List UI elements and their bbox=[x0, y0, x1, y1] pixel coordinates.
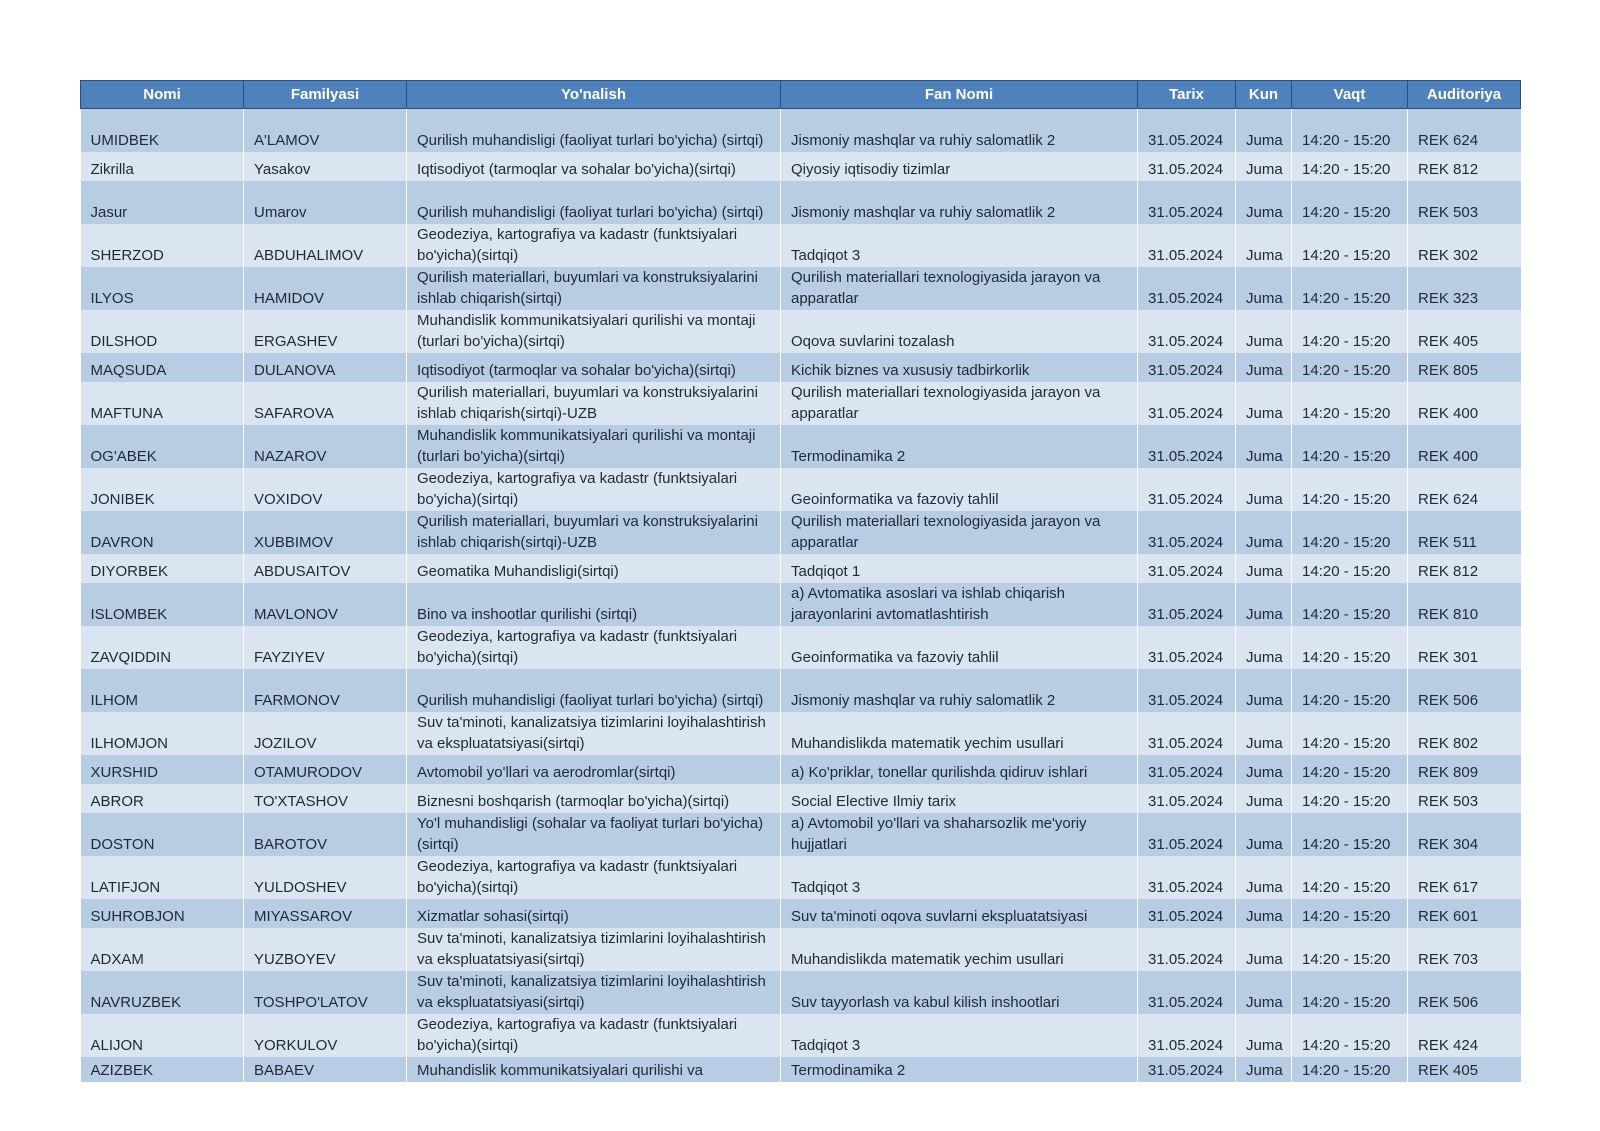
cell-vaqt: 14:20 - 15:20 bbox=[1292, 669, 1408, 712]
cell-familyasi: XUBBIMOV bbox=[244, 511, 407, 554]
cell-tarix: 31.05.2024 bbox=[1138, 813, 1236, 856]
cell-fan-nomi: Tadqiqot 3 bbox=[781, 856, 1138, 899]
cell-tarix: 31.05.2024 bbox=[1138, 425, 1236, 468]
cell-nomi: ISLOMBEK bbox=[81, 583, 244, 626]
cell-familyasi: MAVLONOV bbox=[244, 583, 407, 626]
cell-fan-nomi: Termodinamika 2 bbox=[781, 1057, 1138, 1082]
cell-auditoriya: REK 323 bbox=[1408, 267, 1521, 310]
cell-nomi: MAQSUDA bbox=[81, 353, 244, 382]
cell-nomi: ILHOM bbox=[81, 669, 244, 712]
cell-fan-nomi: Muhandislikda matematik yechim usullari bbox=[781, 928, 1138, 971]
table-row bbox=[81, 152, 1521, 181]
cell-familyasi: FARMONOV bbox=[244, 669, 407, 712]
cell-tarix: 31.05.2024 bbox=[1138, 669, 1236, 712]
cell-kun: Juma bbox=[1236, 224, 1292, 267]
cell-fan-nomi: Tadqiqot 1 bbox=[781, 554, 1138, 583]
cell-fan-nomi: a) Ko'priklar, tonellar qurilishda qidiruv ishlari bbox=[781, 755, 1138, 784]
cell-fan-nomi: Qurilish materiallari texnologiyasida jarayon va apparatlar bbox=[781, 382, 1138, 425]
cell-kun: Juma bbox=[1236, 181, 1292, 224]
cell-kun: Juma bbox=[1236, 813, 1292, 856]
cell-vaqt: 14:20 - 15:20 bbox=[1292, 468, 1408, 511]
cell-yonalish: Geodeziya, kartografiya va kadastr (funktsiyalari bo'yicha)(sirtqi) bbox=[407, 626, 781, 669]
cell-nomi: DAVRON bbox=[81, 511, 244, 554]
cell-nomi: AZIZBEK bbox=[81, 1057, 244, 1082]
cell-tarix: 31.05.2024 bbox=[1138, 267, 1236, 310]
cell-nomi: DOSTON bbox=[81, 813, 244, 856]
cell-kun: Juma bbox=[1236, 109, 1292, 153]
table-row bbox=[81, 712, 1521, 755]
cell-familyasi: VOXIDOV bbox=[244, 468, 407, 511]
cell-nomi: ALIJON bbox=[81, 1014, 244, 1057]
cell-tarix: 31.05.2024 bbox=[1138, 382, 1236, 425]
cell-nomi: ILYOS bbox=[81, 267, 244, 310]
cell-familyasi: YUZBOYEV bbox=[244, 928, 407, 971]
cell-fan-nomi: Jismoniy mashqlar va ruhiy salomatlik 2 bbox=[781, 109, 1138, 153]
cell-auditoriya: REK 506 bbox=[1408, 971, 1521, 1014]
cell-vaqt: 14:20 - 15:20 bbox=[1292, 267, 1408, 310]
cell-yonalish: Qurilish materiallari, buyumlari va konstruksiyalarini ishlab chiqarish(sirtqi)-UZB bbox=[407, 382, 781, 425]
cell-kun: Juma bbox=[1236, 755, 1292, 784]
cell-vaqt: 14:20 - 15:20 bbox=[1292, 353, 1408, 382]
cell-nomi: UMIDBEK bbox=[81, 109, 244, 153]
cell-familyasi: ERGASHEV bbox=[244, 310, 407, 353]
cell-kun: Juma bbox=[1236, 583, 1292, 626]
cell-fan-nomi: a) Avtomatika asoslari va ishlab chiqarish jarayonlarini avtomatlashtirish bbox=[781, 583, 1138, 626]
cell-nomi: ILHOMJON bbox=[81, 712, 244, 755]
cell-tarix: 31.05.2024 bbox=[1138, 468, 1236, 511]
cell-kun: Juma bbox=[1236, 310, 1292, 353]
cell-vaqt: 14:20 - 15:20 bbox=[1292, 899, 1408, 928]
cell-kun: Juma bbox=[1236, 1057, 1292, 1082]
cell-fan-nomi: Jismoniy mashqlar va ruhiy salomatlik 2 bbox=[781, 181, 1138, 224]
cell-auditoriya: REK 400 bbox=[1408, 425, 1521, 468]
table-row bbox=[81, 181, 1521, 224]
table-row bbox=[81, 755, 1521, 784]
cell-auditoriya: REK 703 bbox=[1408, 928, 1521, 971]
cell-nomi: ADXAM bbox=[81, 928, 244, 971]
cell-yonalish: Suv ta'minoti, kanalizatsiya tizimlarini loyihalashtirish va ekspluatatsiyasi(sirtqi) bbox=[407, 712, 781, 755]
table-row bbox=[81, 971, 1521, 1014]
cell-nomi: LATIFJON bbox=[81, 856, 244, 899]
cell-vaqt: 14:20 - 15:20 bbox=[1292, 712, 1408, 755]
cell-familyasi: ABDUSAITOV bbox=[244, 554, 407, 583]
cell-yonalish: Iqtisodiyot (tarmoqlar va sohalar bo'yicha)(sirtqi) bbox=[407, 353, 781, 382]
header-yonalish: Yo'nalish bbox=[407, 81, 781, 109]
cell-tarix: 31.05.2024 bbox=[1138, 181, 1236, 224]
cell-tarix: 31.05.2024 bbox=[1138, 109, 1236, 153]
cell-auditoriya: REK 812 bbox=[1408, 152, 1521, 181]
table-row bbox=[81, 813, 1521, 856]
cell-auditoriya: REK 624 bbox=[1408, 109, 1521, 153]
cell-auditoriya: REK 503 bbox=[1408, 784, 1521, 813]
cell-vaqt: 14:20 - 15:20 bbox=[1292, 382, 1408, 425]
cell-nomi: Jasur bbox=[81, 181, 244, 224]
cell-auditoriya: REK 424 bbox=[1408, 1014, 1521, 1057]
cell-vaqt: 14:20 - 15:20 bbox=[1292, 1057, 1408, 1082]
cell-familyasi: BAROTOV bbox=[244, 813, 407, 856]
cell-nomi: XURSHID bbox=[81, 755, 244, 784]
cell-tarix: 31.05.2024 bbox=[1138, 1057, 1236, 1082]
cell-yonalish: Geomatika Muhandisligi(sirtqi) bbox=[407, 554, 781, 583]
cell-nomi: NAVRUZBEK bbox=[81, 971, 244, 1014]
cell-nomi: DILSHOD bbox=[81, 310, 244, 353]
cell-kun: Juma bbox=[1236, 267, 1292, 310]
cell-familyasi: YORKULOV bbox=[244, 1014, 407, 1057]
cell-vaqt: 14:20 - 15:20 bbox=[1292, 583, 1408, 626]
table-row bbox=[81, 425, 1521, 468]
cell-tarix: 31.05.2024 bbox=[1138, 899, 1236, 928]
cell-familyasi: OTAMURODOV bbox=[244, 755, 407, 784]
cell-vaqt: 14:20 - 15:20 bbox=[1292, 755, 1408, 784]
cell-familyasi: A'LAMOV bbox=[244, 109, 407, 153]
cell-yonalish: Suv ta'minoti, kanalizatsiya tizimlarini loyihalashtirish va ekspluatatsiyasi(sirtqi) bbox=[407, 928, 781, 971]
cell-nomi: ABROR bbox=[81, 784, 244, 813]
cell-fan-nomi: Termodinamika 2 bbox=[781, 425, 1138, 468]
cell-auditoriya: REK 506 bbox=[1408, 669, 1521, 712]
cell-vaqt: 14:20 - 15:20 bbox=[1292, 856, 1408, 899]
cell-kun: Juma bbox=[1236, 899, 1292, 928]
cell-fan-nomi: Qurilish materiallari texnologiyasida jarayon va apparatlar bbox=[781, 511, 1138, 554]
cell-yonalish: Iqtisodiyot (tarmoqlar va sohalar bo'yicha)(sirtqi) bbox=[407, 152, 781, 181]
cell-auditoriya: REK 405 bbox=[1408, 310, 1521, 353]
table-row bbox=[81, 353, 1521, 382]
cell-yonalish: Qurilish materiallari, buyumlari va konstruksiyalarini ishlab chiqarish(sirtqi)-UZB bbox=[407, 511, 781, 554]
cell-familyasi: TO'XTASHOV bbox=[244, 784, 407, 813]
cell-familyasi: HAMIDOV bbox=[244, 267, 407, 310]
cell-vaqt: 14:20 - 15:20 bbox=[1292, 928, 1408, 971]
cell-tarix: 31.05.2024 bbox=[1138, 224, 1236, 267]
cell-fan-nomi: a) Avtomobil yo'llari va shaharsozlik me'yoriy hujjatlari bbox=[781, 813, 1138, 856]
cell-auditoriya: REK 624 bbox=[1408, 468, 1521, 511]
cell-familyasi: ABDUHALIMOV bbox=[244, 224, 407, 267]
cell-fan-nomi: Muhandislikda matematik yechim usullari bbox=[781, 712, 1138, 755]
cell-yonalish: Bino va inshootlar qurilishi (sirtqi) bbox=[407, 583, 781, 626]
cell-yonalish: Muhandislik kommunikatsiyalari qurilishi va bbox=[407, 1057, 781, 1082]
cell-auditoriya: REK 805 bbox=[1408, 353, 1521, 382]
header-kun: Kun bbox=[1236, 81, 1292, 109]
cell-fan-nomi: Jismoniy mashqlar va ruhiy salomatlik 2 bbox=[781, 669, 1138, 712]
cell-yonalish: Qurilish muhandisligi (faoliyat turlari bo'yicha) (sirtqi) bbox=[407, 669, 781, 712]
cell-tarix: 31.05.2024 bbox=[1138, 152, 1236, 181]
schedule-table bbox=[80, 80, 1521, 1082]
cell-yonalish: Yo'l muhandisligi (sohalar va faoliyat turlari bo'yicha)(sirtqi) bbox=[407, 813, 781, 856]
cell-familyasi: Yasakov bbox=[244, 152, 407, 181]
cell-auditoriya: REK 400 bbox=[1408, 382, 1521, 425]
cell-vaqt: 14:20 - 15:20 bbox=[1292, 109, 1408, 153]
cell-auditoriya: REK 503 bbox=[1408, 181, 1521, 224]
cell-familyasi: FAYZIYEV bbox=[244, 626, 407, 669]
cell-yonalish: Xizmatlar sohasi(sirtqi) bbox=[407, 899, 781, 928]
cell-kun: Juma bbox=[1236, 971, 1292, 1014]
cell-nomi: Zikrilla bbox=[81, 152, 244, 181]
header-fan-nomi: Fan Nomi bbox=[781, 81, 1138, 109]
cell-auditoriya: REK 601 bbox=[1408, 899, 1521, 928]
cell-vaqt: 14:20 - 15:20 bbox=[1292, 813, 1408, 856]
table-row bbox=[81, 583, 1521, 626]
cell-auditoriya: REK 301 bbox=[1408, 626, 1521, 669]
cell-vaqt: 14:20 - 15:20 bbox=[1292, 425, 1408, 468]
cell-nomi: MAFTUNA bbox=[81, 382, 244, 425]
cell-yonalish: Geodeziya, kartografiya va kadastr (funktsiyalari bo'yicha)(sirtqi) bbox=[407, 224, 781, 267]
cell-tarix: 31.05.2024 bbox=[1138, 310, 1236, 353]
cell-auditoriya: REK 809 bbox=[1408, 755, 1521, 784]
cell-tarix: 31.05.2024 bbox=[1138, 928, 1236, 971]
cell-yonalish: Suv ta'minoti, kanalizatsiya tizimlarini loyihalashtirish va ekspluatatsiyasi(sirtqi) bbox=[407, 971, 781, 1014]
cell-kun: Juma bbox=[1236, 554, 1292, 583]
cell-familyasi: DULANOVA bbox=[244, 353, 407, 382]
table-row bbox=[81, 784, 1521, 813]
cell-fan-nomi: Social Elective Ilmiy tarix bbox=[781, 784, 1138, 813]
cell-tarix: 31.05.2024 bbox=[1138, 353, 1236, 382]
cell-kun: Juma bbox=[1236, 626, 1292, 669]
cell-auditoriya: REK 302 bbox=[1408, 224, 1521, 267]
cell-familyasi: BABAEV bbox=[244, 1057, 407, 1082]
header-auditoriya: Auditoriya bbox=[1408, 81, 1521, 109]
table-header bbox=[81, 81, 1521, 109]
table-row bbox=[81, 382, 1521, 425]
cell-familyasi: MIYASSAROV bbox=[244, 899, 407, 928]
cell-fan-nomi: Tadqiqot 3 bbox=[781, 1014, 1138, 1057]
table-row bbox=[81, 669, 1521, 712]
cell-tarix: 31.05.2024 bbox=[1138, 626, 1236, 669]
cell-nomi: DIYORBEK bbox=[81, 554, 244, 583]
cell-yonalish: Qurilish muhandisligi (faoliyat turlari bo'yicha) (sirtqi) bbox=[407, 181, 781, 224]
cell-nomi: SUHROBJON bbox=[81, 899, 244, 928]
cell-vaqt: 14:20 - 15:20 bbox=[1292, 152, 1408, 181]
cell-nomi: ZAVQIDDIN bbox=[81, 626, 244, 669]
cell-kun: Juma bbox=[1236, 152, 1292, 181]
cell-fan-nomi: Suv tayyorlash va kabul kilish inshootlari bbox=[781, 971, 1138, 1014]
cell-nomi: SHERZOD bbox=[81, 224, 244, 267]
table-row bbox=[81, 626, 1521, 669]
cell-vaqt: 14:20 - 15:20 bbox=[1292, 971, 1408, 1014]
cell-kun: Juma bbox=[1236, 353, 1292, 382]
cell-kun: Juma bbox=[1236, 784, 1292, 813]
header-row bbox=[81, 81, 1521, 109]
table-row bbox=[81, 1014, 1521, 1057]
cell-auditoriya: REK 405 bbox=[1408, 1057, 1521, 1082]
table-body bbox=[81, 109, 1521, 1083]
cell-vaqt: 14:20 - 15:20 bbox=[1292, 626, 1408, 669]
cell-fan-nomi: Tadqiqot 3 bbox=[781, 224, 1138, 267]
cell-kun: Juma bbox=[1236, 468, 1292, 511]
cell-fan-nomi: Qiyosiy iqtisodiy tizimlar bbox=[781, 152, 1138, 181]
table-row bbox=[81, 310, 1521, 353]
cell-vaqt: 14:20 - 15:20 bbox=[1292, 224, 1408, 267]
cell-yonalish: Avtomobil yo'llari va aerodromlar(sirtqi) bbox=[407, 755, 781, 784]
cell-familyasi: JOZILOV bbox=[244, 712, 407, 755]
cell-fan-nomi: Qurilish materiallari texnologiyasida jarayon va apparatlar bbox=[781, 267, 1138, 310]
cell-familyasi: YULDOSHEV bbox=[244, 856, 407, 899]
cell-familyasi: NAZAROV bbox=[244, 425, 407, 468]
table-row bbox=[81, 856, 1521, 899]
cell-yonalish: Qurilish muhandisligi (faoliyat turlari bo'yicha) (sirtqi) bbox=[407, 109, 781, 153]
table-row bbox=[81, 554, 1521, 583]
cell-yonalish: Muhandislik kommunikatsiyalari qurilishi va montaji (turlari bo'yicha)(sirtqi) bbox=[407, 310, 781, 353]
table-row bbox=[81, 267, 1521, 310]
cell-tarix: 31.05.2024 bbox=[1138, 755, 1236, 784]
cell-vaqt: 14:20 - 15:20 bbox=[1292, 554, 1408, 583]
cell-kun: Juma bbox=[1236, 712, 1292, 755]
table-row bbox=[81, 224, 1521, 267]
table-row bbox=[81, 468, 1521, 511]
cell-vaqt: 14:20 - 15:20 bbox=[1292, 784, 1408, 813]
table-row bbox=[81, 511, 1521, 554]
cell-fan-nomi: Geoinformatika va fazoviy tahlil bbox=[781, 468, 1138, 511]
cell-yonalish: Geodeziya, kartografiya va kadastr (funktsiyalari bo'yicha)(sirtqi) bbox=[407, 468, 781, 511]
cell-yonalish: Muhandislik kommunikatsiyalari qurilishi va montaji (turlari bo'yicha)(sirtqi) bbox=[407, 425, 781, 468]
cell-tarix: 31.05.2024 bbox=[1138, 583, 1236, 626]
header-tarix: Tarix bbox=[1138, 81, 1236, 109]
cell-familyasi: Umarov bbox=[244, 181, 407, 224]
cell-auditoriya: REK 810 bbox=[1408, 583, 1521, 626]
header-nomi: Nomi bbox=[81, 81, 244, 109]
header-familyasi: Familyasi bbox=[244, 81, 407, 109]
cell-kun: Juma bbox=[1236, 928, 1292, 971]
cell-vaqt: 14:20 - 15:20 bbox=[1292, 310, 1408, 353]
cell-yonalish: Biznesni boshqarish (tarmoqlar bo'yicha)(sirtqi) bbox=[407, 784, 781, 813]
cell-auditoriya: REK 617 bbox=[1408, 856, 1521, 899]
cell-auditoriya: REK 511 bbox=[1408, 511, 1521, 554]
cell-kun: Juma bbox=[1236, 511, 1292, 554]
cell-tarix: 31.05.2024 bbox=[1138, 511, 1236, 554]
cell-familyasi: TOSHPO'LATOV bbox=[244, 971, 407, 1014]
header-vaqt: Vaqt bbox=[1292, 81, 1408, 109]
cell-vaqt: 14:20 - 15:20 bbox=[1292, 181, 1408, 224]
table-row bbox=[81, 928, 1521, 971]
cell-auditoriya: REK 812 bbox=[1408, 554, 1521, 583]
cell-tarix: 31.05.2024 bbox=[1138, 1014, 1236, 1057]
cell-kun: Juma bbox=[1236, 1014, 1292, 1057]
cell-fan-nomi: Oqova suvlarini tozalash bbox=[781, 310, 1138, 353]
cell-tarix: 31.05.2024 bbox=[1138, 784, 1236, 813]
cell-vaqt: 14:20 - 15:20 bbox=[1292, 511, 1408, 554]
cell-fan-nomi: Kichik biznes va xususiy tadbirkorlik bbox=[781, 353, 1138, 382]
cell-fan-nomi: Suv ta'minoti oqova suvlarni ekspluatatsiyasi bbox=[781, 899, 1138, 928]
cell-kun: Juma bbox=[1236, 856, 1292, 899]
cell-nomi: OG'ABEK bbox=[81, 425, 244, 468]
cell-tarix: 31.05.2024 bbox=[1138, 856, 1236, 899]
cell-tarix: 31.05.2024 bbox=[1138, 712, 1236, 755]
cell-yonalish: Qurilish materiallari, buyumlari va konstruksiyalarini ishlab chiqarish(sirtqi) bbox=[407, 267, 781, 310]
cell-yonalish: Geodeziya, kartografiya va kadastr (funktsiyalari bo'yicha)(sirtqi) bbox=[407, 856, 781, 899]
table-row bbox=[81, 1057, 1521, 1082]
cell-auditoriya: REK 304 bbox=[1408, 813, 1521, 856]
cell-yonalish: Geodeziya, kartografiya va kadastr (funktsiyalari bo'yicha)(sirtqi) bbox=[407, 1014, 781, 1057]
cell-kun: Juma bbox=[1236, 669, 1292, 712]
cell-fan-nomi: Geoinformatika va fazoviy tahlil bbox=[781, 626, 1138, 669]
cell-tarix: 31.05.2024 bbox=[1138, 971, 1236, 1014]
cell-kun: Juma bbox=[1236, 425, 1292, 468]
cell-nomi: JONIBEK bbox=[81, 468, 244, 511]
cell-kun: Juma bbox=[1236, 382, 1292, 425]
table-row bbox=[81, 109, 1521, 153]
table-row bbox=[81, 899, 1521, 928]
cell-tarix: 31.05.2024 bbox=[1138, 554, 1236, 583]
cell-vaqt: 14:20 - 15:20 bbox=[1292, 1014, 1408, 1057]
cell-auditoriya: REK 802 bbox=[1408, 712, 1521, 755]
cell-familyasi: SAFAROVA bbox=[244, 382, 407, 425]
